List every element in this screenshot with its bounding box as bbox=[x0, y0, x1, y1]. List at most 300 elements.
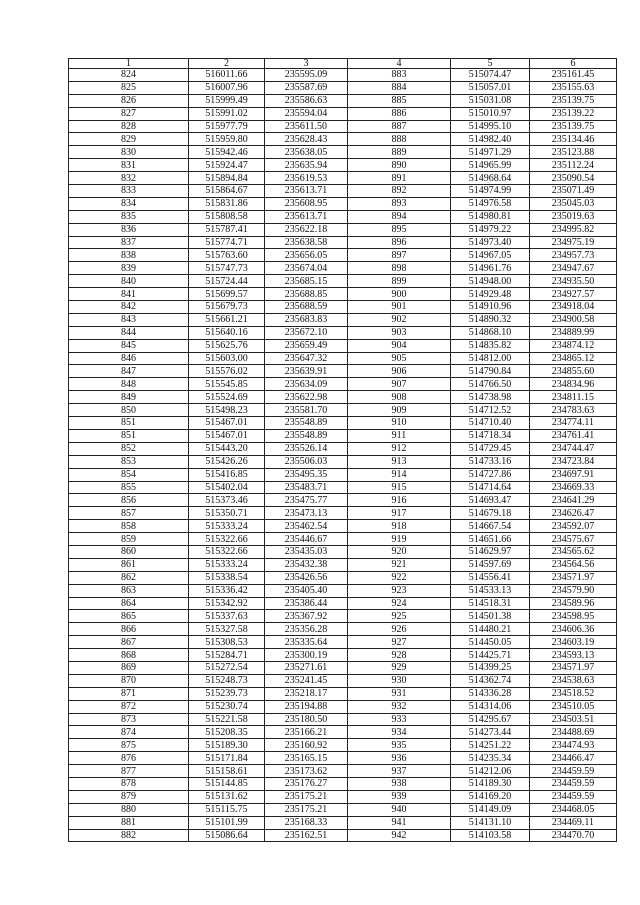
x-coordinate-cell: 514556.41 bbox=[451, 571, 530, 584]
x-coordinate-cell: 514597.69 bbox=[451, 558, 530, 571]
point-number-cell: 923 bbox=[348, 584, 451, 597]
y-coordinate-cell: 234744.47 bbox=[530, 442, 617, 455]
column-header: 4 bbox=[348, 59, 451, 69]
point-number-cell: 898 bbox=[348, 262, 451, 275]
x-coordinate-cell: 515171.84 bbox=[189, 752, 265, 765]
y-coordinate-cell: 234565.62 bbox=[530, 545, 617, 558]
table-row bbox=[69, 313, 617, 326]
point-number-cell: 863 bbox=[69, 584, 189, 597]
table-row bbox=[69, 210, 617, 223]
y-coordinate-cell: 234811.15 bbox=[530, 391, 617, 404]
y-coordinate-cell: 235155.63 bbox=[530, 81, 617, 94]
x-coordinate-cell: 514501.38 bbox=[451, 610, 530, 623]
y-coordinate-cell: 235639.91 bbox=[265, 365, 348, 378]
table-row bbox=[69, 520, 617, 533]
y-coordinate-cell: 235586.63 bbox=[265, 94, 348, 107]
y-coordinate-cell: 235335.64 bbox=[265, 636, 348, 649]
y-coordinate-cell: 235112.24 bbox=[530, 159, 617, 172]
y-coordinate-cell: 235635.94 bbox=[265, 159, 348, 172]
point-number-cell: 884 bbox=[348, 81, 451, 94]
point-number-cell: 882 bbox=[69, 829, 189, 842]
table-row bbox=[69, 597, 617, 610]
table-header-row bbox=[69, 59, 617, 69]
y-coordinate-cell: 235194.88 bbox=[265, 700, 348, 713]
x-coordinate-cell: 515402.04 bbox=[189, 481, 265, 494]
y-coordinate-cell: 235613.71 bbox=[265, 185, 348, 198]
y-coordinate-cell: 235161.45 bbox=[530, 69, 617, 82]
y-coordinate-cell: 235608.95 bbox=[265, 197, 348, 210]
y-coordinate-cell: 234834.96 bbox=[530, 378, 617, 391]
x-coordinate-cell: 514961.76 bbox=[451, 262, 530, 275]
x-coordinate-cell: 515467.01 bbox=[189, 429, 265, 442]
x-coordinate-cell: 515322.66 bbox=[189, 533, 265, 546]
point-number-cell: 828 bbox=[69, 120, 189, 133]
y-coordinate-cell: 234468.05 bbox=[530, 803, 617, 816]
y-coordinate-cell: 235595.09 bbox=[265, 69, 348, 82]
y-coordinate-cell: 235045.03 bbox=[530, 197, 617, 210]
point-number-cell: 919 bbox=[348, 533, 451, 546]
point-number-cell: 928 bbox=[348, 649, 451, 662]
table-row bbox=[69, 146, 617, 159]
x-coordinate-cell: 515373.46 bbox=[189, 494, 265, 507]
y-coordinate-cell: 235175.21 bbox=[265, 803, 348, 816]
x-coordinate-cell: 514835.82 bbox=[451, 339, 530, 352]
point-number-cell: 876 bbox=[69, 752, 189, 765]
y-coordinate-cell: 234571.97 bbox=[530, 571, 617, 584]
point-number-cell: 937 bbox=[348, 765, 451, 778]
point-number-cell: 826 bbox=[69, 94, 189, 107]
x-coordinate-cell: 515031.08 bbox=[451, 94, 530, 107]
point-number-cell: 862 bbox=[69, 571, 189, 584]
y-coordinate-cell: 234865.12 bbox=[530, 352, 617, 365]
column-header: 5 bbox=[451, 59, 530, 69]
point-number-cell: 874 bbox=[69, 726, 189, 739]
y-coordinate-cell: 234606.36 bbox=[530, 623, 617, 636]
x-coordinate-cell: 515942.46 bbox=[189, 146, 265, 159]
table-row bbox=[69, 185, 617, 198]
y-coordinate-cell: 234723.84 bbox=[530, 455, 617, 468]
x-coordinate-cell: 514399.25 bbox=[451, 661, 530, 674]
point-number-cell: 938 bbox=[348, 777, 451, 790]
point-number-cell: 921 bbox=[348, 558, 451, 571]
table-row bbox=[69, 752, 617, 765]
x-coordinate-cell: 515831.86 bbox=[189, 197, 265, 210]
table-row bbox=[69, 417, 617, 430]
point-number-cell: 926 bbox=[348, 623, 451, 636]
x-coordinate-cell: 515576.02 bbox=[189, 365, 265, 378]
y-coordinate-cell: 235218.17 bbox=[265, 687, 348, 700]
y-coordinate-cell: 234918.04 bbox=[530, 301, 617, 314]
coordinates-table bbox=[68, 58, 617, 842]
x-coordinate-cell: 515086.64 bbox=[189, 829, 265, 842]
x-coordinate-cell: 514169.20 bbox=[451, 790, 530, 803]
x-coordinate-cell: 515144.85 bbox=[189, 777, 265, 790]
point-number-cell: 851 bbox=[69, 417, 189, 430]
y-coordinate-cell: 234774.11 bbox=[530, 417, 617, 430]
y-coordinate-cell: 235168.33 bbox=[265, 816, 348, 829]
point-number-cell: 852 bbox=[69, 442, 189, 455]
point-number-cell: 917 bbox=[348, 507, 451, 520]
point-number-cell: 892 bbox=[348, 185, 451, 198]
point-number-cell: 839 bbox=[69, 262, 189, 275]
table-row bbox=[69, 533, 617, 546]
x-coordinate-cell: 514518.31 bbox=[451, 597, 530, 610]
x-coordinate-cell: 515115.75 bbox=[189, 803, 265, 816]
y-coordinate-cell: 234538.63 bbox=[530, 674, 617, 687]
point-number-cell: 902 bbox=[348, 313, 451, 326]
x-coordinate-cell: 514812.00 bbox=[451, 352, 530, 365]
y-coordinate-cell: 234855.60 bbox=[530, 365, 617, 378]
y-coordinate-cell: 235123.88 bbox=[530, 146, 617, 159]
point-number-cell: 854 bbox=[69, 468, 189, 481]
table-row bbox=[69, 584, 617, 597]
x-coordinate-cell: 515248.73 bbox=[189, 674, 265, 687]
x-coordinate-cell: 514131.10 bbox=[451, 816, 530, 829]
y-coordinate-cell: 235367.92 bbox=[265, 610, 348, 623]
x-coordinate-cell: 514733.16 bbox=[451, 455, 530, 468]
table-row bbox=[69, 790, 617, 803]
point-number-cell: 894 bbox=[348, 210, 451, 223]
x-coordinate-cell: 515959.80 bbox=[189, 133, 265, 146]
y-coordinate-cell: 235581.70 bbox=[265, 404, 348, 417]
x-coordinate-cell: 515426.26 bbox=[189, 455, 265, 468]
x-coordinate-cell: 515284.71 bbox=[189, 649, 265, 662]
y-coordinate-cell: 234488.69 bbox=[530, 726, 617, 739]
point-number-cell: 933 bbox=[348, 713, 451, 726]
point-number-cell: 824 bbox=[69, 69, 189, 82]
x-coordinate-cell: 515991.02 bbox=[189, 107, 265, 120]
y-coordinate-cell: 234783.63 bbox=[530, 404, 617, 417]
x-coordinate-cell: 514929.48 bbox=[451, 288, 530, 301]
point-number-cell: 856 bbox=[69, 494, 189, 507]
y-coordinate-cell: 235548.89 bbox=[265, 417, 348, 430]
y-coordinate-cell: 234564.56 bbox=[530, 558, 617, 571]
table-row bbox=[69, 107, 617, 120]
table-row bbox=[69, 429, 617, 442]
point-number-cell: 842 bbox=[69, 301, 189, 314]
point-number-cell: 904 bbox=[348, 339, 451, 352]
point-number-cell: 936 bbox=[348, 752, 451, 765]
x-coordinate-cell: 514712.52 bbox=[451, 404, 530, 417]
point-number-cell: 924 bbox=[348, 597, 451, 610]
y-coordinate-cell: 235594.04 bbox=[265, 107, 348, 120]
point-number-cell: 838 bbox=[69, 249, 189, 262]
x-coordinate-cell: 515679.73 bbox=[189, 301, 265, 314]
y-coordinate-cell: 235688.85 bbox=[265, 288, 348, 301]
y-coordinate-cell: 235685.15 bbox=[265, 275, 348, 288]
point-number-cell: 880 bbox=[69, 803, 189, 816]
x-coordinate-cell: 514979.22 bbox=[451, 223, 530, 236]
point-number-cell: 881 bbox=[69, 816, 189, 829]
point-number-cell: 851 bbox=[69, 429, 189, 442]
y-coordinate-cell: 234669.33 bbox=[530, 481, 617, 494]
table-row bbox=[69, 455, 617, 468]
y-coordinate-cell: 234626.47 bbox=[530, 507, 617, 520]
y-coordinate-cell: 234603.19 bbox=[530, 636, 617, 649]
point-number-cell: 870 bbox=[69, 674, 189, 687]
x-coordinate-cell: 514976.58 bbox=[451, 197, 530, 210]
x-coordinate-cell: 514790.84 bbox=[451, 365, 530, 378]
y-coordinate-cell: 234510.05 bbox=[530, 700, 617, 713]
point-number-cell: 900 bbox=[348, 288, 451, 301]
x-coordinate-cell: 514982.40 bbox=[451, 133, 530, 146]
table-row bbox=[69, 249, 617, 262]
x-coordinate-cell: 515416.85 bbox=[189, 468, 265, 481]
x-coordinate-cell: 514968.64 bbox=[451, 172, 530, 185]
point-number-cell: 877 bbox=[69, 765, 189, 778]
y-coordinate-cell: 235674.04 bbox=[265, 262, 348, 275]
y-coordinate-cell: 234571.97 bbox=[530, 661, 617, 674]
column-header: 3 bbox=[265, 59, 348, 69]
point-number-cell: 942 bbox=[348, 829, 451, 842]
y-coordinate-cell: 235506.03 bbox=[265, 455, 348, 468]
x-coordinate-cell: 515924.47 bbox=[189, 159, 265, 172]
point-number-cell: 922 bbox=[348, 571, 451, 584]
table-row bbox=[69, 69, 617, 82]
y-coordinate-cell: 235548.89 bbox=[265, 429, 348, 442]
point-number-cell: 866 bbox=[69, 623, 189, 636]
point-number-cell: 841 bbox=[69, 288, 189, 301]
point-number-cell: 896 bbox=[348, 236, 451, 249]
table-row bbox=[69, 765, 617, 778]
x-coordinate-cell: 514235.34 bbox=[451, 752, 530, 765]
y-coordinate-cell: 235613.71 bbox=[265, 210, 348, 223]
y-coordinate-cell: 234947.67 bbox=[530, 262, 617, 275]
point-number-cell: 887 bbox=[348, 120, 451, 133]
y-coordinate-cell: 235688.59 bbox=[265, 301, 348, 314]
point-number-cell: 920 bbox=[348, 545, 451, 558]
point-number-cell: 918 bbox=[348, 520, 451, 533]
y-coordinate-cell: 234470.70 bbox=[530, 829, 617, 842]
point-number-cell: 844 bbox=[69, 326, 189, 339]
x-coordinate-cell: 515074.47 bbox=[451, 69, 530, 82]
x-coordinate-cell: 514995.10 bbox=[451, 120, 530, 133]
x-coordinate-cell: 514729.45 bbox=[451, 442, 530, 455]
table-row bbox=[69, 262, 617, 275]
point-number-cell: 935 bbox=[348, 739, 451, 752]
point-number-cell: 832 bbox=[69, 172, 189, 185]
y-coordinate-cell: 235659.49 bbox=[265, 339, 348, 352]
point-number-cell: 864 bbox=[69, 597, 189, 610]
table-row bbox=[69, 610, 617, 623]
table-row bbox=[69, 803, 617, 816]
y-coordinate-cell: 235526.14 bbox=[265, 442, 348, 455]
y-coordinate-cell: 235628.43 bbox=[265, 133, 348, 146]
x-coordinate-cell: 515333.24 bbox=[189, 558, 265, 571]
x-coordinate-cell: 515308.53 bbox=[189, 636, 265, 649]
point-number-cell: 830 bbox=[69, 146, 189, 159]
y-coordinate-cell: 235139.75 bbox=[530, 94, 617, 107]
y-coordinate-cell: 235683.83 bbox=[265, 313, 348, 326]
x-coordinate-cell: 515337.63 bbox=[189, 610, 265, 623]
x-coordinate-cell: 514693.47 bbox=[451, 494, 530, 507]
point-number-cell: 827 bbox=[69, 107, 189, 120]
point-number-cell: 858 bbox=[69, 520, 189, 533]
y-coordinate-cell: 235300.19 bbox=[265, 649, 348, 662]
x-coordinate-cell: 515774.71 bbox=[189, 236, 265, 249]
table-row bbox=[69, 81, 617, 94]
point-number-cell: 860 bbox=[69, 545, 189, 558]
point-number-cell: 911 bbox=[348, 429, 451, 442]
point-number-cell: 883 bbox=[348, 69, 451, 82]
point-number-cell: 909 bbox=[348, 404, 451, 417]
table-row bbox=[69, 172, 617, 185]
y-coordinate-cell: 234874.12 bbox=[530, 339, 617, 352]
point-number-cell: 850 bbox=[69, 404, 189, 417]
y-coordinate-cell: 235139.75 bbox=[530, 120, 617, 133]
table-row bbox=[69, 545, 617, 558]
x-coordinate-cell: 515763.60 bbox=[189, 249, 265, 262]
y-coordinate-cell: 235638.05 bbox=[265, 146, 348, 159]
point-number-cell: 857 bbox=[69, 507, 189, 520]
table-row bbox=[69, 159, 617, 172]
y-coordinate-cell: 235176.27 bbox=[265, 777, 348, 790]
point-number-cell: 929 bbox=[348, 661, 451, 674]
x-coordinate-cell: 515057.01 bbox=[451, 81, 530, 94]
x-coordinate-cell: 514967.05 bbox=[451, 249, 530, 262]
point-number-cell: 879 bbox=[69, 790, 189, 803]
x-coordinate-cell: 515101.99 bbox=[189, 816, 265, 829]
table-row bbox=[69, 700, 617, 713]
y-coordinate-cell: 234518.52 bbox=[530, 687, 617, 700]
point-number-cell: 834 bbox=[69, 197, 189, 210]
y-coordinate-cell: 235473.13 bbox=[265, 507, 348, 520]
y-coordinate-cell: 234598.95 bbox=[530, 610, 617, 623]
x-coordinate-cell: 515221.58 bbox=[189, 713, 265, 726]
y-coordinate-cell: 234469.11 bbox=[530, 816, 617, 829]
table-row bbox=[69, 326, 617, 339]
x-coordinate-cell: 515239.73 bbox=[189, 687, 265, 700]
x-coordinate-cell: 514314.06 bbox=[451, 700, 530, 713]
table-row bbox=[69, 777, 617, 790]
y-coordinate-cell: 234589.96 bbox=[530, 597, 617, 610]
point-number-cell: 843 bbox=[69, 313, 189, 326]
x-coordinate-cell: 516007.96 bbox=[189, 81, 265, 94]
column-header: 2 bbox=[189, 59, 265, 69]
x-coordinate-cell: 514295.67 bbox=[451, 713, 530, 726]
x-coordinate-cell: 515977.79 bbox=[189, 120, 265, 133]
y-coordinate-cell: 235175.21 bbox=[265, 790, 348, 803]
x-coordinate-cell: 515338.54 bbox=[189, 571, 265, 584]
table-row bbox=[69, 571, 617, 584]
y-coordinate-cell: 235173.62 bbox=[265, 765, 348, 778]
column-header: 6 bbox=[530, 59, 617, 69]
point-number-cell: 861 bbox=[69, 558, 189, 571]
x-coordinate-cell: 514651.66 bbox=[451, 533, 530, 546]
x-coordinate-cell: 514714.64 bbox=[451, 481, 530, 494]
y-coordinate-cell: 234459.59 bbox=[530, 765, 617, 778]
y-coordinate-cell: 235638.58 bbox=[265, 236, 348, 249]
x-coordinate-cell: 514251.22 bbox=[451, 739, 530, 752]
column-header: 1 bbox=[69, 59, 189, 69]
x-coordinate-cell: 515342.92 bbox=[189, 597, 265, 610]
point-number-cell: 891 bbox=[348, 172, 451, 185]
y-coordinate-cell: 235432.38 bbox=[265, 558, 348, 571]
y-coordinate-cell: 235162.51 bbox=[265, 829, 348, 842]
x-coordinate-cell: 515545.85 bbox=[189, 378, 265, 391]
x-coordinate-cell: 514910.96 bbox=[451, 301, 530, 314]
coordinates-table-body bbox=[69, 59, 617, 842]
y-coordinate-cell: 234761.41 bbox=[530, 429, 617, 442]
x-coordinate-cell: 514710.40 bbox=[451, 417, 530, 430]
x-coordinate-cell: 515661.21 bbox=[189, 313, 265, 326]
y-coordinate-cell: 235483.71 bbox=[265, 481, 348, 494]
y-coordinate-cell: 235134.46 bbox=[530, 133, 617, 146]
point-number-cell: 878 bbox=[69, 777, 189, 790]
y-coordinate-cell: 234474.93 bbox=[530, 739, 617, 752]
x-coordinate-cell: 514980.81 bbox=[451, 210, 530, 223]
table-row bbox=[69, 404, 617, 417]
x-coordinate-cell: 515443.20 bbox=[189, 442, 265, 455]
y-coordinate-cell: 235241.45 bbox=[265, 674, 348, 687]
table-row bbox=[69, 442, 617, 455]
y-coordinate-cell: 235611.50 bbox=[265, 120, 348, 133]
point-number-cell: 835 bbox=[69, 210, 189, 223]
x-coordinate-cell: 515189.30 bbox=[189, 739, 265, 752]
y-coordinate-cell: 235426.56 bbox=[265, 571, 348, 584]
table-row bbox=[69, 674, 617, 687]
y-coordinate-cell: 235462.54 bbox=[265, 520, 348, 533]
point-number-cell: 840 bbox=[69, 275, 189, 288]
y-coordinate-cell: 234900.58 bbox=[530, 313, 617, 326]
table-row bbox=[69, 636, 617, 649]
x-coordinate-cell: 514533.13 bbox=[451, 584, 530, 597]
point-number-cell: 915 bbox=[348, 481, 451, 494]
y-coordinate-cell: 235622.98 bbox=[265, 391, 348, 404]
table-row bbox=[69, 713, 617, 726]
x-coordinate-cell: 514727.86 bbox=[451, 468, 530, 481]
point-number-cell: 867 bbox=[69, 636, 189, 649]
point-number-cell: 836 bbox=[69, 223, 189, 236]
x-coordinate-cell: 514965.99 bbox=[451, 159, 530, 172]
y-coordinate-cell: 235619.53 bbox=[265, 172, 348, 185]
y-coordinate-cell: 235160.92 bbox=[265, 739, 348, 752]
y-coordinate-cell: 235271.61 bbox=[265, 661, 348, 674]
y-coordinate-cell: 234889.99 bbox=[530, 326, 617, 339]
x-coordinate-cell: 515131.62 bbox=[189, 790, 265, 803]
y-coordinate-cell: 234575.67 bbox=[530, 533, 617, 546]
x-coordinate-cell: 514974.99 bbox=[451, 185, 530, 198]
x-coordinate-cell: 515699.57 bbox=[189, 288, 265, 301]
x-coordinate-cell: 514948.00 bbox=[451, 275, 530, 288]
point-number-cell: 831 bbox=[69, 159, 189, 172]
x-coordinate-cell: 514425.71 bbox=[451, 649, 530, 662]
point-number-cell: 837 bbox=[69, 236, 189, 249]
y-coordinate-cell: 235656.05 bbox=[265, 249, 348, 262]
table-row bbox=[69, 726, 617, 739]
point-number-cell: 888 bbox=[348, 133, 451, 146]
point-number-cell: 825 bbox=[69, 81, 189, 94]
point-number-cell: 895 bbox=[348, 223, 451, 236]
x-coordinate-cell: 514189.30 bbox=[451, 777, 530, 790]
y-coordinate-cell: 234459.59 bbox=[530, 777, 617, 790]
x-coordinate-cell: 515327.58 bbox=[189, 623, 265, 636]
table-row bbox=[69, 661, 617, 674]
table-row bbox=[69, 365, 617, 378]
y-coordinate-cell: 235165.15 bbox=[265, 752, 348, 765]
y-coordinate-cell: 235071.49 bbox=[530, 185, 617, 198]
x-coordinate-cell: 514362.74 bbox=[451, 674, 530, 687]
y-coordinate-cell: 234641.29 bbox=[530, 494, 617, 507]
point-number-cell: 939 bbox=[348, 790, 451, 803]
point-number-cell: 903 bbox=[348, 326, 451, 339]
x-coordinate-cell: 514450.05 bbox=[451, 636, 530, 649]
point-number-cell: 906 bbox=[348, 365, 451, 378]
table-row bbox=[69, 494, 617, 507]
point-number-cell: 905 bbox=[348, 352, 451, 365]
point-number-cell: 855 bbox=[69, 481, 189, 494]
x-coordinate-cell: 515524.69 bbox=[189, 391, 265, 404]
